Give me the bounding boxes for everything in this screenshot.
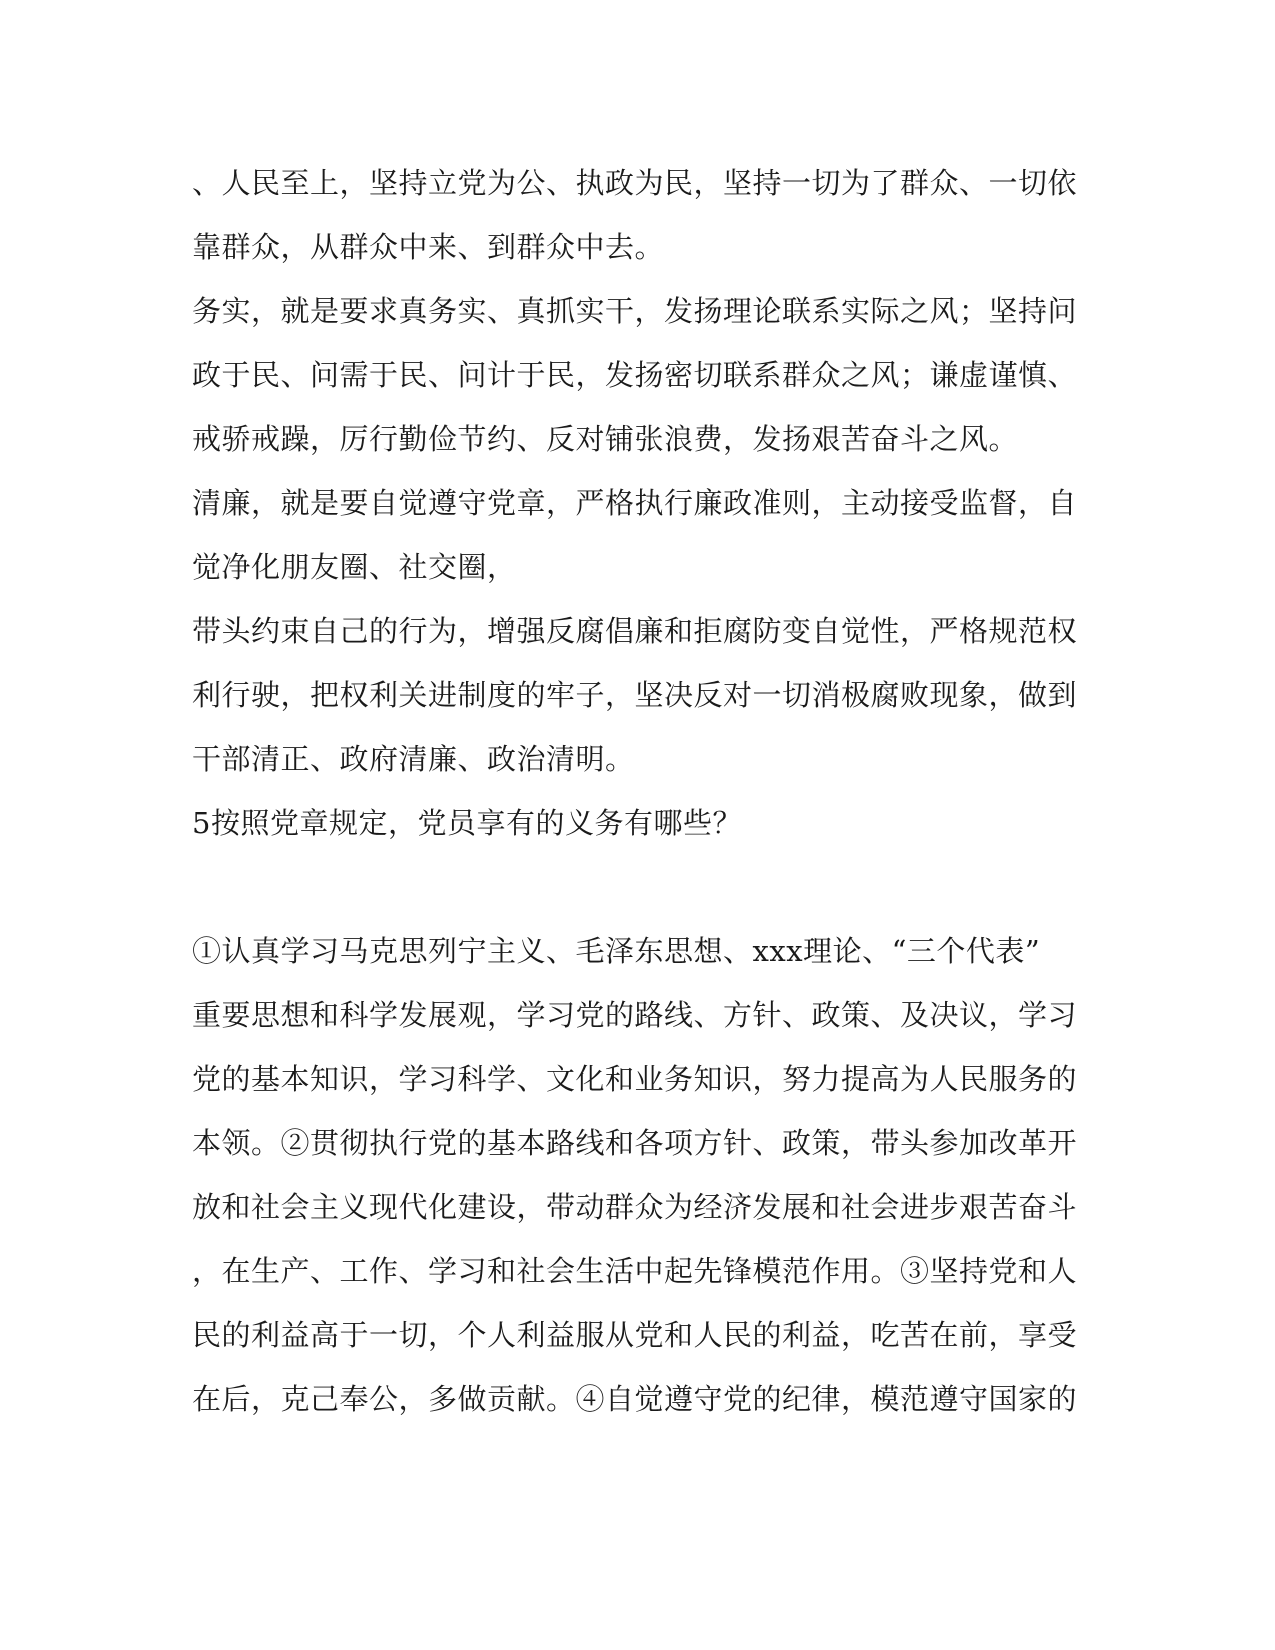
text-line-18: 民的利益高于一切，个人利益服从党和人民的利益，吃苦在前，享受 xyxy=(192,1318,1078,1352)
text-line-10: 干部清正、政府清廉、政治清明。 xyxy=(192,742,635,776)
text-line-4: 政于民、问需于民、问计于民，发扬密切联系群众之风；谦虚谨慎、 xyxy=(192,358,1078,392)
text-line-12: ①认真学习马克思列宁主义、毛泽东思想、xxx理论、“三个代表” xyxy=(192,934,1041,968)
question-heading: 5按照党章规定，党员享有的义务有哪些？ xyxy=(192,806,742,840)
text-line-9: 利行驶，把权利关进制度的牢子，坚决反对一切消极腐败现象，做到 xyxy=(192,678,1078,712)
text-line-19: 在后，克己奉公，多做贡献。④自觉遵守党的纪律，模范遵守国家的 xyxy=(192,1382,1078,1416)
text-line-2: 靠群众，从群众中来、到群众中去。 xyxy=(192,230,665,264)
text-line-14: 党的基本知识，学习科学、文化和业务知识，努力提高为人民服务的 xyxy=(192,1062,1078,1096)
text-line-16: 放和社会主义现代化建设，带动群众为经济发展和社会进步艰苦奋斗 xyxy=(192,1190,1078,1224)
text-line-3: 务实，就是要求真务实、真抓实干，发扬理论联系实际之风；坚持问 xyxy=(192,294,1078,328)
text-line-13: 重要思想和科学发展观，学习党的路线、方针、政策、及决议，学习 xyxy=(192,998,1078,1032)
text-line-6: 清廉，就是要自觉遵守党章，严格执行廉政准则，主动接受监督，自 xyxy=(192,486,1078,520)
text-line-15: 本领。②贯彻执行党的基本路线和各项方针、政策，带头参加改革开 xyxy=(192,1126,1078,1160)
text-line-17: ，在生产、工作、学习和社会生活中起先锋模范作用。③坚持党和人 xyxy=(192,1254,1078,1288)
text-line-5: 戒骄戒躁，厉行勤俭节约、反对铺张浪费，发扬艰苦奋斗之风。 xyxy=(192,422,1019,456)
text-line-8: 带头约束自己的行为，增强反腐倡廉和拒腐防变自觉性，严格规范权 xyxy=(192,614,1078,648)
text-line-7: 觉净化朋友圈、社交圈， xyxy=(192,550,517,584)
text-line-1: 、人民至上，坚持立党为公、执政为民，坚持一切为了群众、一切依 xyxy=(192,166,1078,200)
